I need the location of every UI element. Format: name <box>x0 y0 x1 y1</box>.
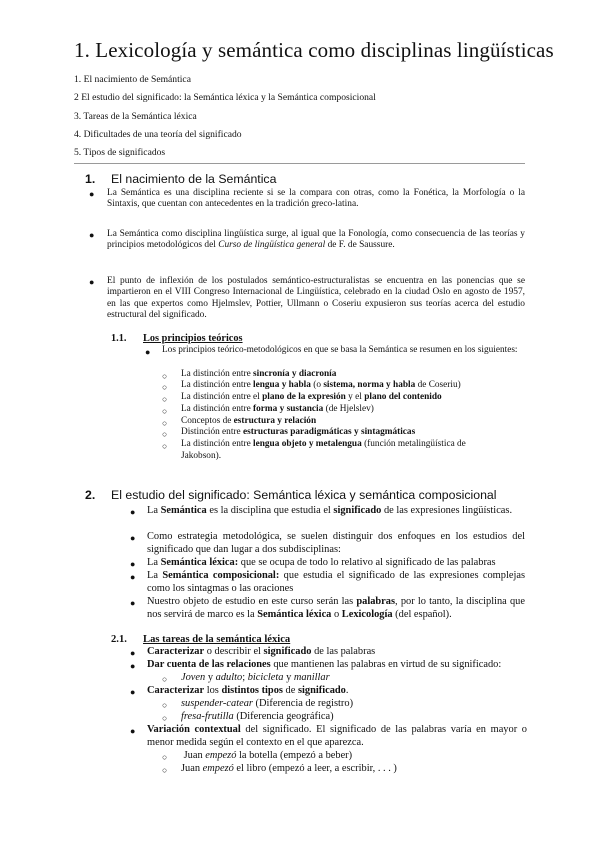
circle-bullet-icon: ○ <box>162 382 168 392</box>
bullet-icon: ● <box>130 648 136 658</box>
list-item: fresa-frutilla (Diferencia geográfica) <box>181 711 334 722</box>
list-item: La distinción entre lengua objeto y metalengua (función metalingüística de Jakobson). <box>181 439 466 461</box>
paragraph: El punto de inflexión de los postulados semántico-estructuralistas se encuentra en las ponencias que se impartieron en el VIII Congreso Internacional de Lingüística, celebrado en la ciudad Oslo en agosto de 1957, en las que expertos como Hjelmslev, Pottier, Ullmann o Coseriu expusieron sus teorías acerca del estudio estructural del significado. <box>107 276 525 321</box>
list-item: La Semántica composicional: que estudia el significado de las expresiones complejas como los sintagmas o las oraciones <box>147 570 525 594</box>
section-number: 1. <box>85 172 96 186</box>
bullet-icon: ● <box>130 533 136 543</box>
horizontal-divider <box>74 163 525 164</box>
bullet-icon: ● <box>130 598 136 608</box>
circle-bullet-icon: ○ <box>162 394 168 404</box>
toc-item[interactable]: 5. Tipos de significados <box>74 147 166 159</box>
list-item: Caracterizar o describir el significado de las palabras <box>147 646 376 657</box>
book-title: Curso de lingüística general <box>218 240 326 251</box>
table-of-contents <box>74 71 376 162</box>
list-item: Conceptos de estructura y relación <box>181 416 317 426</box>
list-item: Como estrategia metodológica, se suelen distinguir dos enfoques en los estudios del significado que dan lugar a dos subdisciplinas: <box>147 531 525 555</box>
bullet-icon: ● <box>130 687 136 697</box>
list-item: Dar cuenta de las relaciones que mantienen las palabras en virtud de su significado: <box>147 659 502 670</box>
list-item: suspender-catear (Diferencia de registro) <box>181 698 354 709</box>
circle-bullet-icon: ○ <box>162 713 168 723</box>
bullet-icon: ● <box>89 277 95 287</box>
list-item: Variación contextual del significado. El significado de las palabras varía en mayor o menor medida según el contexto en el que aparezca. <box>147 724 527 748</box>
subsection-2-1-heading: 2.1. Las tareas de la semántica léxica <box>111 634 291 645</box>
toc-item[interactable]: 1. El nacimiento de Semántica <box>74 74 191 85</box>
bullet-icon: ● <box>89 189 95 199</box>
bullet-icon: ● <box>130 559 136 569</box>
list-item: La distinción entre forma y sustancia (de Hjelslev) <box>181 404 374 414</box>
circle-bullet-icon: ○ <box>162 752 168 762</box>
circle-bullet-icon: ○ <box>162 674 168 684</box>
list-item: La distinción entre el plano de la expresión y el plano del contenido <box>181 392 442 402</box>
page-title: 1. Lexicología y semántica como disciplinas lingüísticas <box>74 38 554 62</box>
list-item: Los principios teórico-metodológicos en que se basa la Semántica se resumen en los siguientes: <box>162 345 518 355</box>
subsection-1-1-heading: 1.1. Los principios teóricos <box>111 333 243 344</box>
circle-bullet-icon: ○ <box>162 429 168 439</box>
bullet-icon: ● <box>130 572 136 582</box>
circle-bullet-icon: ○ <box>162 371 168 381</box>
circle-bullet-icon: ○ <box>162 418 168 428</box>
list-item: La Semántica es la disciplina que estudia el significado de las expresiones lingüísticas. <box>147 505 513 516</box>
circle-bullet-icon: ○ <box>162 406 168 416</box>
list-item: La distinción entre sincronía y diacronía <box>181 369 337 379</box>
bullet-icon: ● <box>130 507 136 517</box>
section-title: El estudio del significado: Semántica léxica y semántica composicional <box>111 488 497 502</box>
section-2-heading <box>85 488 497 502</box>
toc-item[interactable]: 4. Dificultades de una teoría del significado <box>74 128 242 140</box>
list-item: Caracterizar los distintos tipos de significado. <box>147 685 349 696</box>
toc-item[interactable]: 3. Tareas de la Semántica léxica <box>74 110 197 122</box>
list-item: Distinción entre estructuras paradigmáticas y sintagmáticas <box>181 427 416 437</box>
circle-bullet-icon: ○ <box>162 441 168 451</box>
list-item: Joven y adulto; bicicleta y manillar <box>181 672 330 683</box>
list-item: Juan empezó el libro (empezó a leer, a escribir, . . . ) <box>181 763 397 774</box>
list-item: La distinción entre lengua y habla (o sistema, norma y habla de Coseriu) <box>181 380 461 390</box>
list-item: Juan empezó la botella (empezó a beber) <box>181 750 353 761</box>
list-item: La Semántica léxica: que se ocupa de todo lo relativo al significado de las palabras <box>147 557 496 568</box>
circle-bullet-icon: ○ <box>162 700 168 710</box>
bullet-icon: ● <box>145 347 151 357</box>
bullet-icon: ● <box>130 661 136 671</box>
paragraph: La Semántica como disciplina lingüística surge, al igual que la Fonología, como consecuencia de las teorías y principios metodológicos del Curso de lingüística general de F. de Saussure. <box>107 229 525 251</box>
section-title: El nacimiento de la Semántica <box>111 172 277 186</box>
bullet-icon: ● <box>89 230 95 240</box>
section-1-heading <box>85 172 276 186</box>
bullet-icon: ● <box>130 726 136 736</box>
section-number: 2. <box>85 488 96 502</box>
paragraph: La Semántica es una disciplina reciente si se la compara con otras, como la Fonética, la Morfología o la Sintaxis, que cuentan con antecedentes en la tradición greco-latina. <box>107 188 525 210</box>
list-item: Nuestro objeto de estudio en este curso serán las palabras, por lo tanto, la disciplina que nos servirá de marco es la Semántica léxica o Lexicología (del español). <box>147 596 525 620</box>
toc-item[interactable]: 2 El estudio del significado: la Semántica léxica y la Semántica composicional <box>74 92 376 104</box>
circle-bullet-icon: ○ <box>162 765 168 775</box>
